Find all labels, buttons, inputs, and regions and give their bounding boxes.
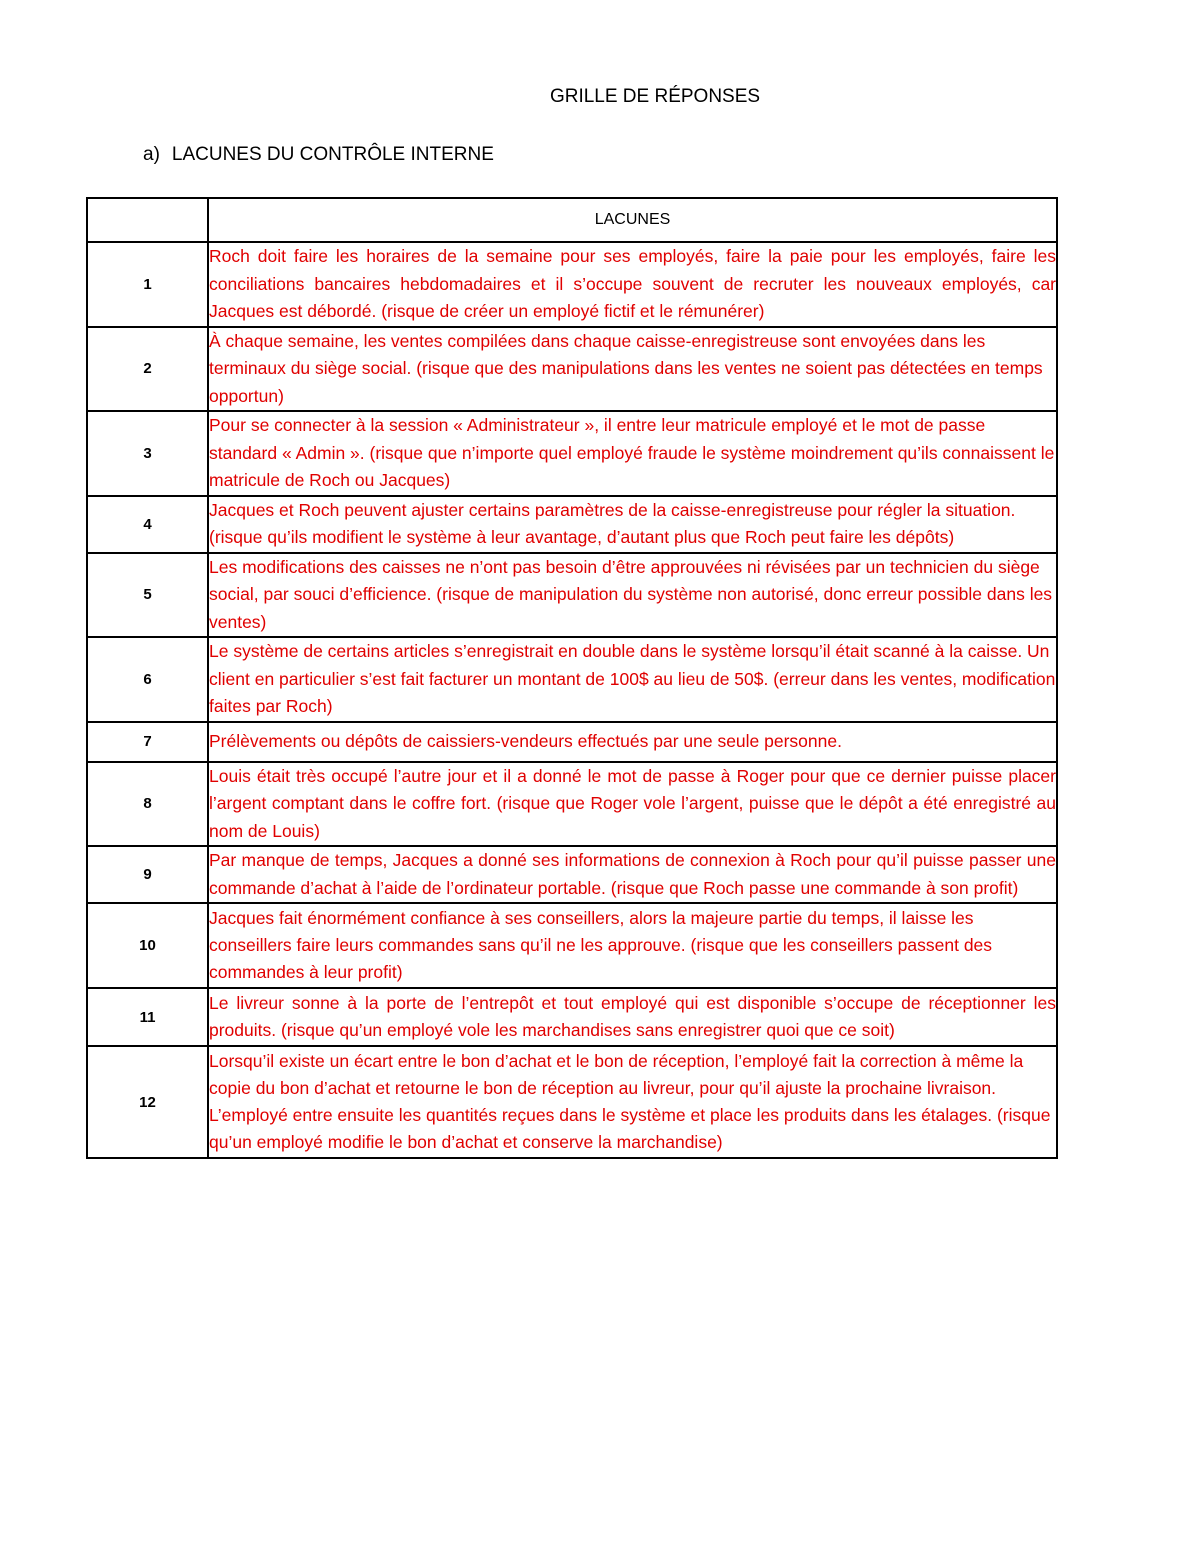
row-number: 6 (87, 637, 208, 722)
section-title: LACUNES DU CONTRÔLE INTERNE (171, 144, 494, 165)
row-number: 7 (87, 722, 208, 762)
table-row (87, 637, 1057, 722)
table-row (87, 496, 1057, 553)
row-text: Les modifications des caisses ne n’ont pas besoin d’être approuvées ni révisées par un technicien du siège social, par souci d’efficience. (risque de manipulation du système non autorisé, donc erreur possible dans les ventes) (208, 553, 1057, 638)
table-header-row (87, 198, 1057, 242)
row-number: 12 (87, 1046, 208, 1158)
table-row (87, 411, 1057, 496)
lacunes-table (86, 197, 1058, 1159)
row-number: 8 (87, 762, 208, 847)
row-number: 5 (87, 553, 208, 638)
page-title: GRILLE DE RÉPONSES (549, 86, 761, 107)
header-number (87, 198, 208, 242)
row-text: Le système de certains articles s’enregistrait en double dans le système lorsqu’il était scanné à la caisse. Un client en particulier s’est fait facturer un montant de 100$ au lieu de 50$. (erreur dans les ventes, modification faites par Roch) (208, 637, 1057, 722)
table-row (87, 988, 1057, 1046)
table-row (87, 722, 1057, 762)
row-text: Le livreur sonne à la porte de l’entrepôt et tout employé qui est disponible s’occupe de réceptionner les produits. (risque qu’un employé vole les marchandises sans enregistrer quoi que ce soit) (208, 988, 1057, 1046)
table-row (87, 762, 1057, 847)
table-row (87, 553, 1057, 638)
table-row (87, 1046, 1057, 1158)
row-text: À chaque semaine, les ventes compilées dans chaque caisse-enregistreuse sont envoyées dans les terminaux du siège social. (risque que des manipulations dans les ventes ne soient pas détectées en temps opportun) (208, 327, 1057, 412)
row-text: Pour se connecter à la session « Administrateur », il entre leur matricule employé et le mot de passe standard « Admin ». (risque que n’importe quel employé fraude le système moindrement qu’ils connaissent le matricule de Roch ou Jacques) (208, 411, 1057, 496)
row-text: Jacques et Roch peuvent ajuster certains paramètres de la caisse-enregistreuse pour régler la situation. (risque qu’ils modifient le système à leur avantage, d’autant plus que Roch peut faire les dépôts) (208, 496, 1057, 553)
row-text: Louis était très occupé l’autre jour et il a donné le mot de passe à Roger pour que ce dernier puisse placer l’argent comptant dans le coffre fort. (risque que Roger vole l’argent, puisse que le dépôt a été enregistré au nom de Louis) (208, 762, 1057, 847)
row-text: Lorsqu’il existe un écart entre le bon d’achat et le bon de réception, l’employé fait la correction à même la copie du bon d’achat et retourne le bon de réception au livreur, pour qu’il ajuste la prochaine livraison. L’employé entre ensuite les quantités reçues dans le système et place les produits dans les étalages. (risque qu’un employé modifie le bon d’achat et conserve la marchandise) (208, 1046, 1057, 1158)
row-number: 11 (87, 988, 208, 1046)
row-text: Par manque de temps, Jacques a donné ses informations de connexion à Roch pour qu’il puisse passer une commande d’achat à l’aide de l’ordinateur portable. (risque que Roch passe une commande à son profit) (208, 846, 1057, 903)
table-row (87, 846, 1057, 903)
row-number: 4 (87, 496, 208, 553)
row-text: Jacques fait énormément confiance à ses conseillers, alors la majeure partie du temps, il laisse les conseillers faire leurs commandes sans qu’il ne les approuve. (risque que les conseillers passent des commandes à leur profit) (208, 903, 1057, 988)
section-heading (143, 144, 494, 166)
section-label: a) (143, 144, 160, 165)
row-number: 2 (87, 327, 208, 412)
row-number: 9 (87, 846, 208, 903)
row-number: 3 (87, 411, 208, 496)
header-lacunes: LACUNES (208, 198, 1057, 242)
table-row (87, 327, 1057, 412)
row-number: 10 (87, 903, 208, 988)
table-row (87, 903, 1057, 988)
row-text: Roch doit faire les horaires de la semaine pour ses employés, faire la paie pour les employés, faire les conciliations bancaires hebdomadaires et il s’occupe souvent de recruter les nouveaux employés, car Jacques est débordé. (risque de créer un employé fictif et le rémunérer) (208, 242, 1057, 327)
table-row (87, 242, 1057, 327)
row-number: 1 (87, 242, 208, 327)
row-text: Prélèvements ou dépôts de caissiers-vendeurs effectués par une seule personne. (208, 722, 1057, 762)
